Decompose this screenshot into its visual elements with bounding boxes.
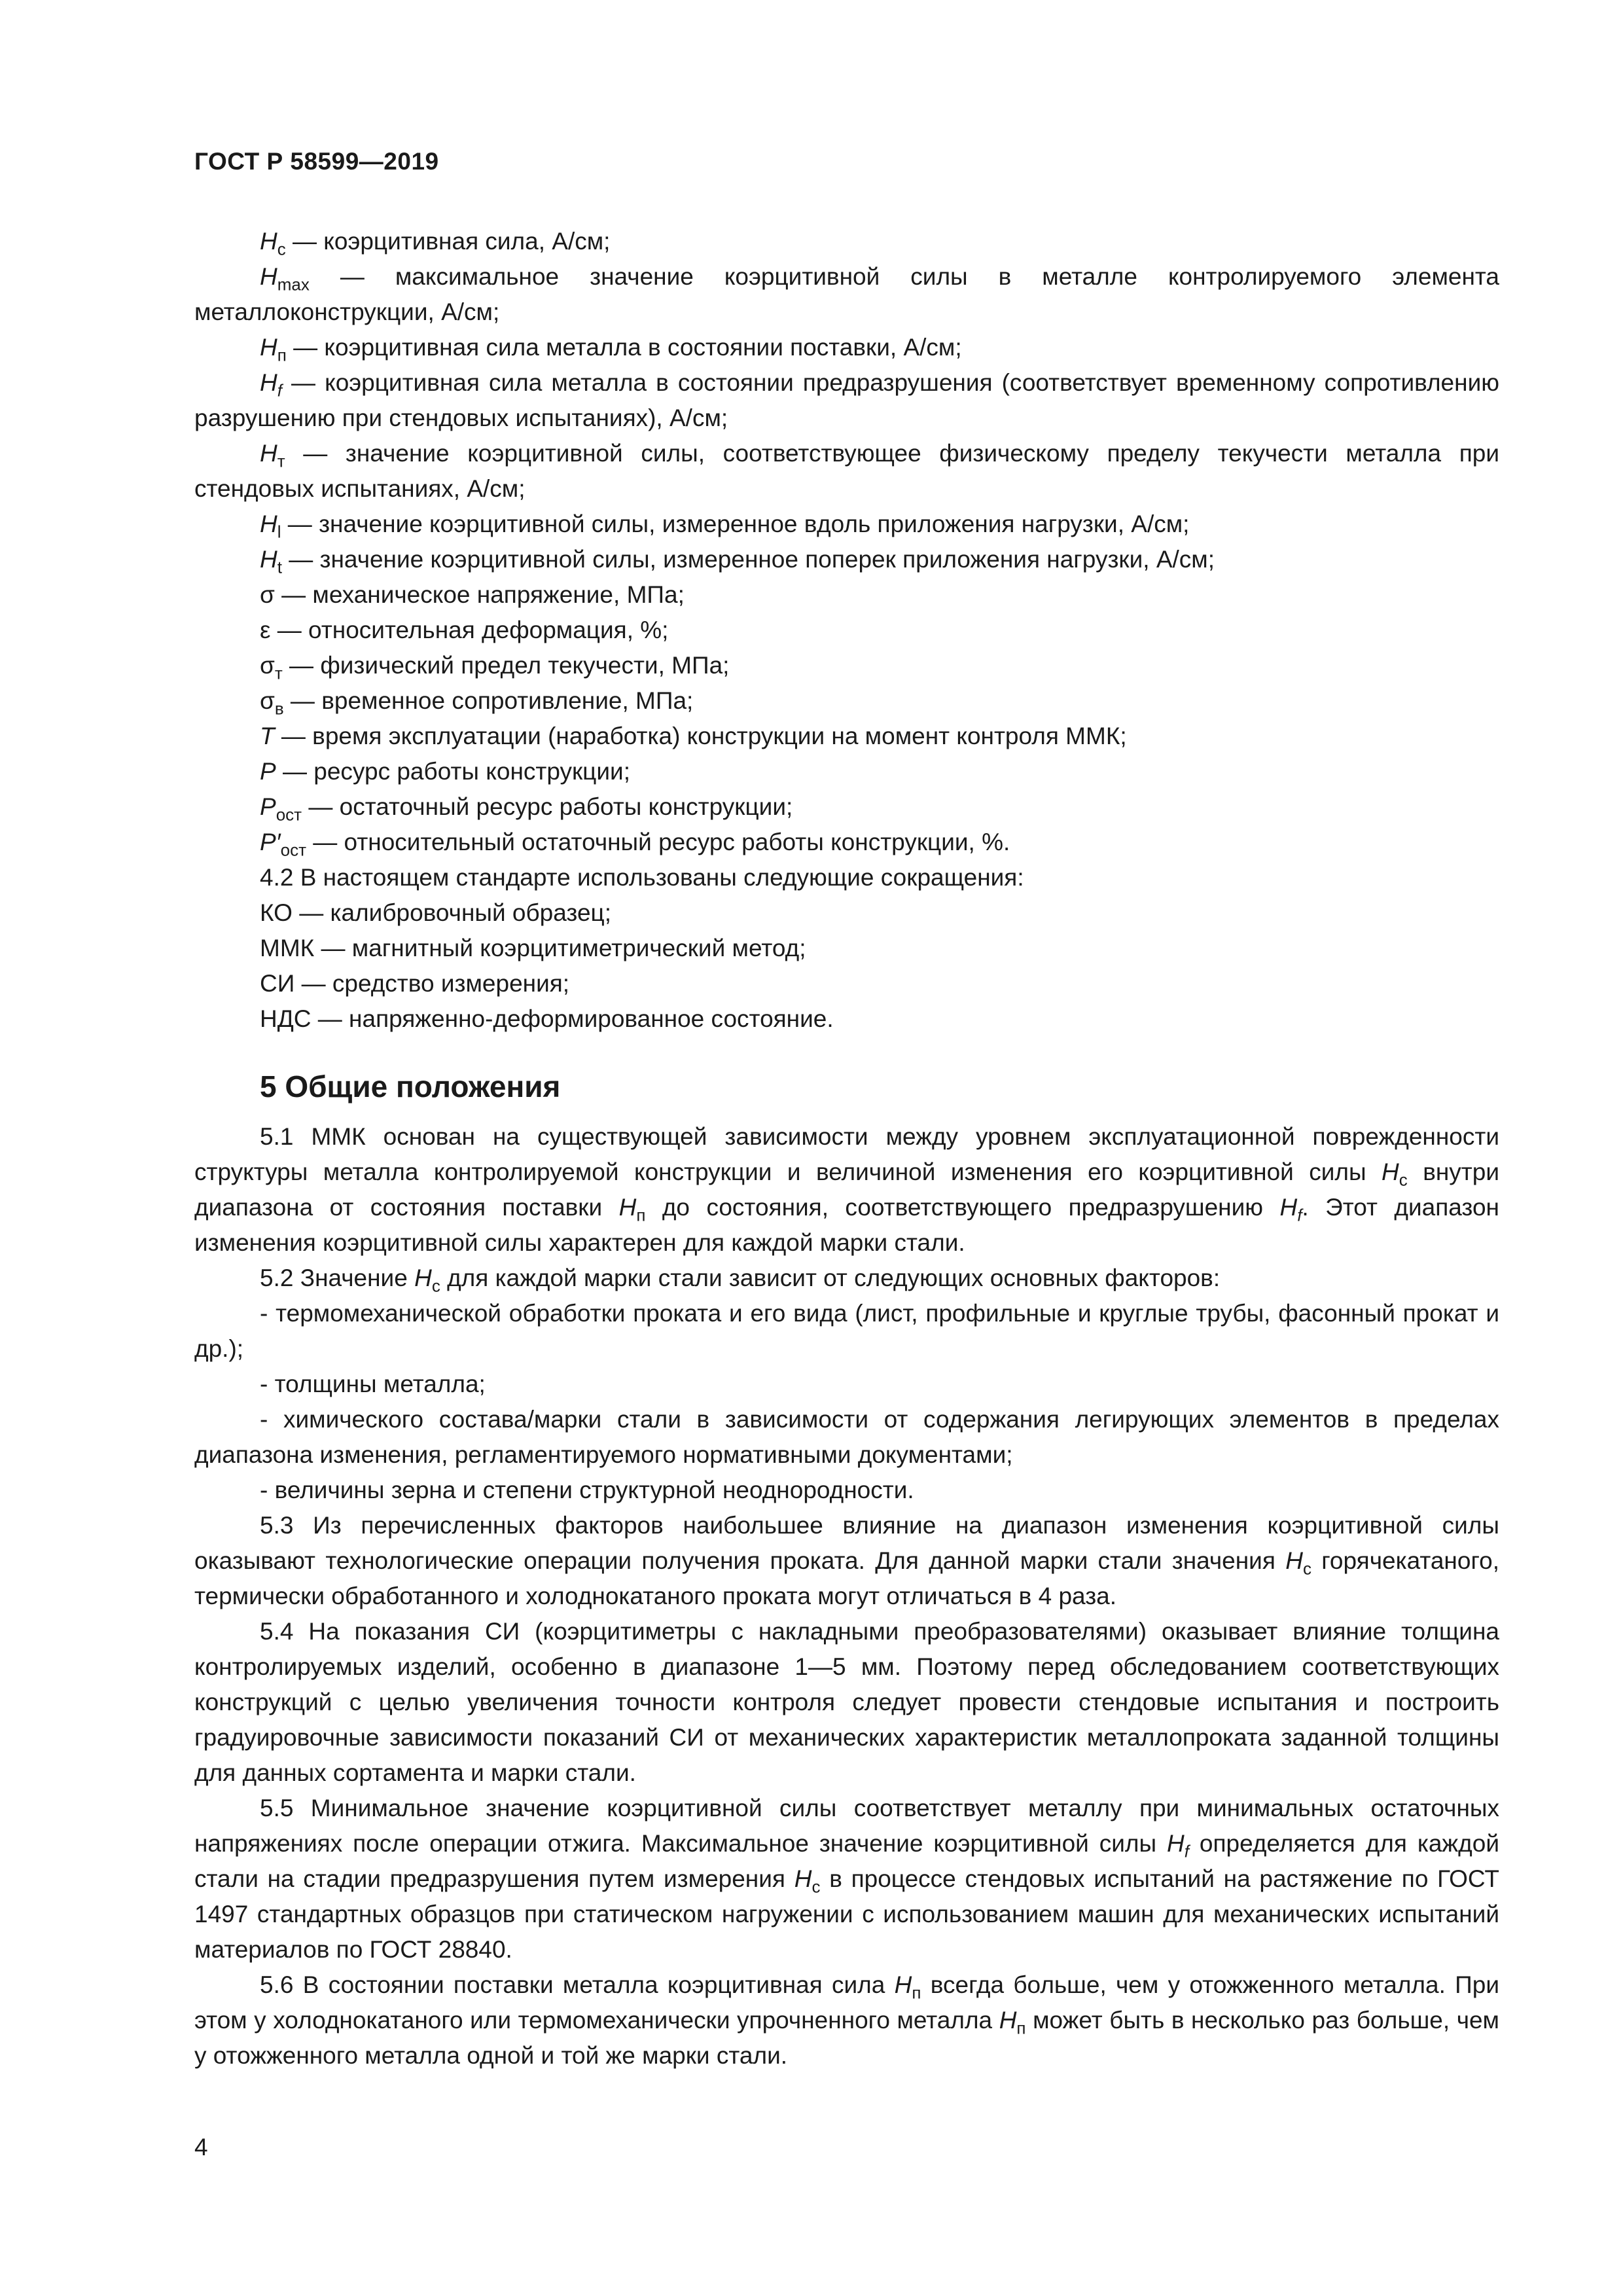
symbol: T [260,723,275,749]
symbol-definition: — относительный остаточный ресурс работы конструкции, %. [306,829,1010,855]
factor-item: - толщины металла; [260,1371,486,1397]
text-run: всегда больше, чем у отожженного металла. При этом у холоднокатаного или термомеханически упрочненного металла [194,1971,1499,2034]
symbol-definition: — временное сопротивление, МПа; [283,687,694,714]
symbol-hc [414,1265,440,1296]
symbol [260,687,284,719]
symbol-hp [999,2007,1026,2038]
text-run: 5.1 ММК основан на существующей зависимости между уровнем эксплуатационной поврежденности структуры металла контролируемой конструкции и величиной изменения его коэрцитивной силы [194,1123,1499,1185]
symbol [260,511,281,542]
symbol-sub: t [277,557,282,577]
symbol-definition: — коэрцитивная сила, А/см; [285,228,611,255]
symbol-definition: — механическое напряжение, МПа; [274,581,685,608]
symbol-definition: — значение коэрцитивной силы, измеренное поперек приложения нагрузки, А/см; [281,546,1215,573]
symbol-sub: c [1302,1558,1311,1579]
symbol-line [194,436,1499,507]
symbol-definition: — время эксплуатации (наработка) конструкции на момент контроля ММК; [274,723,1127,749]
text-run: в процессе стендовых испытаний на растяжение по ГОСТ 1497 стандартных образцов при статическом нагружении с использованием машин для механических испытаний материалов по ГОСТ 28840. [194,1865,1499,1963]
symbol-definition: — коэрцитивная сила металла в состоянии предразрушения (соответствует временному сопротивлению разрушению при стендовых испытаниях), А/см; [194,369,1499,431]
symbol-sub: п [277,345,287,365]
text-run: 5.2 Значение [260,1265,415,1291]
symbol-base: H [618,1194,637,1221]
symbol-sub: в [274,698,284,719]
text-run: может быть в несколько раз больше, чем у отожженного металла одной и той же марки стали. [194,2007,1499,2069]
symbol-base: H [260,334,277,361]
symbol [260,228,286,259]
symbol-sub: п [1016,2018,1026,2038]
symbol-line [194,577,1499,613]
section-title: 5 Общие положения [260,1069,561,1103]
symbol-base: H [260,263,277,290]
symbol-base: P [260,793,276,820]
symbol [260,652,283,683]
symbol-base: H [1279,1194,1298,1221]
abbreviation-item: НДС — напряженно-деформированное состояние. [260,1005,834,1032]
symbol-base: H [260,369,277,396]
symbol-hf [1167,1830,1189,1861]
symbol-line [194,259,1499,330]
symbol-base: H [894,1971,912,1998]
symbol [260,334,287,365]
paragraph-5-4: 5.4 На показания СИ (коэрцитиметры с накладными преобразователями) оказывает влияние толщина контролируемых изделий, особенно в диапазоне 1—5 мм. Поэтому перед обследованием соответствующих конструкций с целью увеличения точности контроля следует провести стендовые испытания и построить градуировочные зависимости показаний СИ от механических характеристик металлопроката заданной толщины для данных сортамента и марки стали. [194,1618,1499,1786]
symbol-line [194,719,1499,754]
abbreviation-item: ММК — магнитный коэрцитиметрический метод; [260,935,806,961]
text-run: 5.5 Минимальное значение коэрцитивной силы соответствует металлу при минимальных остаточных напряжениях после операции отжига. Максимальное значение коэрцитивной силы [194,1795,1499,1857]
abbreviation-item: КО — калибровочный образец; [260,899,612,926]
paragraph-5-3 [194,1508,1499,1614]
text-run: 5.3 Из перечисленных факторов наибольшее влияние на диапазон изменения коэрцитивной силы оказывают технологические операции получения проката. Для данной марки стали значения [194,1512,1499,1574]
symbol-line [194,507,1499,542]
symbol-sub: ост [276,804,302,825]
symbol: σ [260,581,275,608]
symbol [260,793,302,825]
text-run: горячекатаного, термически обработанного и холоднокатаного проката могут отличаться в 4 раза. [194,1547,1499,1609]
symbol-base: H [794,1865,812,1892]
symbol [260,263,310,295]
symbol-hc [794,1865,821,1897]
symbol-sub: max [277,274,310,295]
symbol: P [260,758,276,785]
abbreviation-item: СИ — средство измерения; [260,970,570,997]
symbol-base: P′ [260,829,281,855]
symbol-hc [1285,1547,1311,1579]
paragraph-5-1 [194,1119,1499,1261]
symbol-definition: — остаточный ресурс работы конструкции; [302,793,793,820]
symbol-sub: c [277,239,286,259]
symbol-base: H [414,1265,432,1291]
symbol-line [194,754,1499,789]
symbol-definition: — физический предел текучести, МПа; [282,652,730,679]
symbol-line [194,224,1499,259]
text-run: . Этот диапазон изменения коэрцитивной силы характерен для каждой марки стали. [194,1194,1499,1256]
symbol-line [194,330,1499,365]
symbol-line [194,542,1499,577]
symbol-sub: ост [280,840,306,860]
factor-item: - химического состава/марки стали в зависимости от содержания легирующих элементов в пределах диапазона изменения, регламентируемого нормативными документами; [194,1406,1499,1468]
symbol-sub: т [274,663,283,683]
symbol-definition: — коэрцитивная сила металла в состоянии поставки, А/см; [286,334,962,361]
symbol-sub: c [812,1876,821,1897]
factor-item: - величины зерна и степени структурной неоднородности. [260,1477,914,1503]
symbol-definition: — максимальное значение коэрцитивной силы в металле контролируемого элемента металлоконструкции, А/см; [194,263,1499,325]
symbol-base: H [1285,1547,1303,1574]
symbol-definition: — значение коэрцитивной силы, соответствующее физическому пределу текучести металла при стендовых испытаниях, А/см; [194,440,1499,502]
text-run: 5.6 В состоянии поставки металла коэрцитивная сила [260,1971,895,1998]
symbol-base: H [260,546,277,573]
symbol [260,369,282,401]
paragraph-5-6 [194,1967,1499,2073]
text-run: для каждой марки стали зависит от следующих основных факторов: [440,1265,1221,1291]
factors-list [194,1296,1499,1508]
symbol-sub: п [636,1205,646,1225]
symbol-line [194,789,1499,825]
abbreviations-intro: 4.2 В настоящем стандарте использованы следующие сокращения: [260,864,1024,891]
symbol-base: H [260,511,277,537]
symbol-sub: c [1399,1170,1408,1190]
symbol-definition: — относительная деформация, %; [270,617,669,643]
paragraph-5-5 [194,1791,1499,1967]
symbols-list [194,224,1499,860]
symbol-base: H [1382,1158,1399,1185]
paragraph-5-2 [194,1261,1499,1296]
page-number: 4 [194,2134,208,2161]
symbol-base: H [999,2007,1017,2034]
factor-item: - термомеханической обработки проката и его вида (лист, профильные и круглые трубы, фасонный прокат и др.); [194,1300,1499,1362]
symbol-line [194,613,1499,648]
symbol-base: σ [260,652,275,679]
symbol-sub: т [277,451,285,471]
symbol-base: H [260,440,277,467]
symbol-base: H [1167,1830,1185,1857]
symbol-line [194,365,1499,436]
symbol-definition: — значение коэрцитивной силы, измеренное вдоль приложения нагрузки, А/см; [281,511,1190,537]
symbol-sub: п [912,1982,921,2003]
text-run: определяется для каждой стали на стадии предразрушения путем измерения [194,1830,1499,1892]
document-body [194,224,1499,2073]
symbol-line [194,683,1499,719]
symbol-hc [1382,1158,1408,1190]
symbol-sub: f [1297,1205,1302,1225]
symbol [260,546,282,577]
abbreviations-list [194,895,1499,1037]
symbol [260,440,285,471]
symbol-definition: — ресурс работы конструкции; [276,758,630,785]
symbol-base: H [260,228,277,255]
symbol-base: σ [260,687,275,714]
symbol-hp [618,1194,646,1225]
symbol-line [194,648,1499,683]
text-run: до состояния, соответствующего предразрушению [645,1194,1280,1221]
symbol: ε [260,617,271,643]
symbol-sub: f [277,380,282,401]
document-header: ГОСТ Р 58599—2019 [194,148,439,175]
symbol-sub: c [431,1276,440,1296]
symbol-hp [894,1971,921,2003]
symbol-line [194,825,1499,860]
symbol-sub: l [277,522,281,542]
symbol-sub: f [1184,1841,1189,1861]
symbol-hf [1279,1194,1302,1225]
symbol [260,829,306,860]
text-run: внутри диапазона от состояния поставки [194,1158,1500,1221]
